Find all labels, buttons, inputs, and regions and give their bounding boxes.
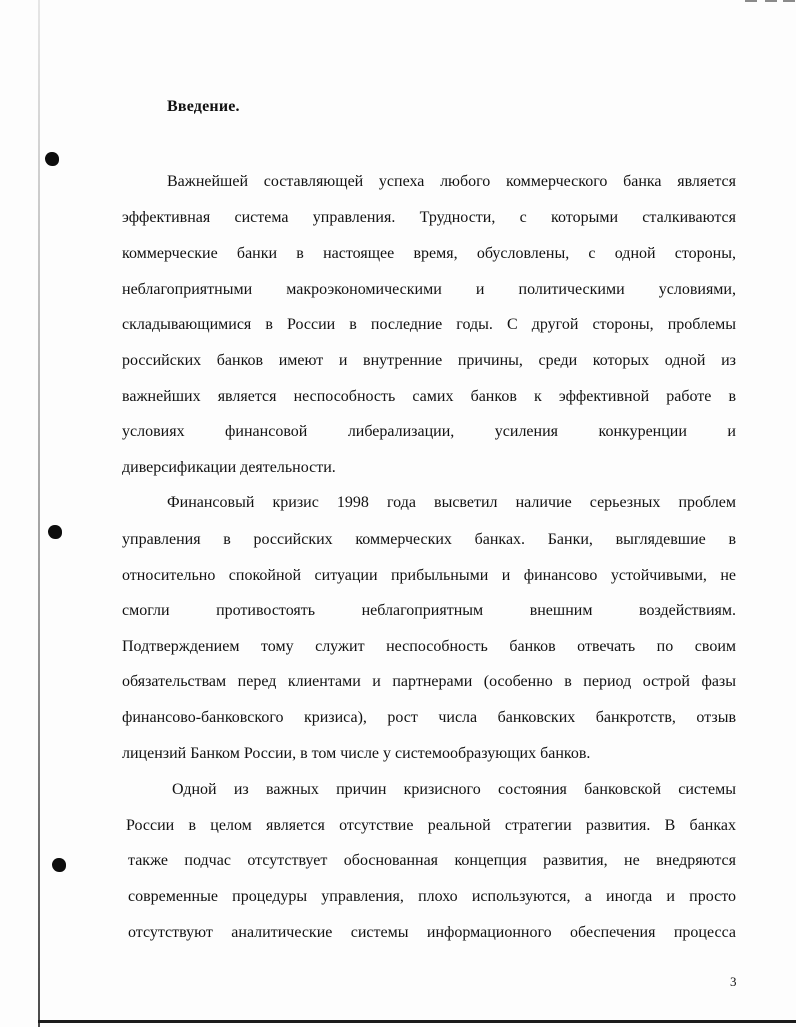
scan-edge-left	[38, 0, 40, 1027]
paragraph-2-line: смогли противостоять неблагоприятным внешним воздействиям.	[122, 602, 736, 619]
paragraph-1-line: Важнейшей составляющей успеха любого коммерческого банка является	[167, 173, 736, 190]
paragraph-2-line: Финансовый кризис 1998 года высветил наличие серьезных проблем	[167, 494, 736, 511]
paragraph-1-line: эффективная система управления. Трудности, с которыми сталкиваются	[122, 209, 736, 226]
punch-hole-mark	[52, 858, 66, 872]
paragraph-3-line: Одной из важных причин кризисного состояния банковской системы	[172, 781, 736, 798]
paragraph-2-line: обязательствам перед клиентами и партнерами (особенно в период острой фазы	[122, 673, 736, 690]
scan-tick-mark	[745, 0, 757, 2]
punch-hole-mark	[45, 152, 59, 166]
paragraph-1-line: складывающимися в России в последние годы. С другой стороны, проблемы	[122, 316, 736, 333]
paragraph-2-line: относительно спокойной ситуации прибыльными и финансово устойчивыми, не	[122, 567, 736, 584]
paragraph-1-line: коммерческие банки в настоящее время, обусловлены, с одной стороны,	[122, 245, 736, 262]
document-heading: Введение.	[167, 98, 240, 115]
scan-tick-mark	[783, 0, 795, 2]
page-number: 3	[730, 974, 737, 989]
paragraph-1-line: диверсификации деятельности.	[122, 459, 336, 476]
paragraph-3-line: России в целом является отсутствие реальной стратегии развития. В банках	[126, 817, 736, 834]
paragraph-2-line: лицензий Банком России, в том числе у системообразующих банков.	[122, 745, 591, 762]
paragraph-1-line: российских банков имеют и внутренние причины, среди которых одной из	[122, 352, 736, 369]
paragraph-1-line: важнейших является неспособность самих банков к эффективной работе в	[122, 388, 736, 405]
paragraph-2-line: управления в российских коммерческих банках. Банки, выглядевшие в	[122, 531, 736, 548]
paragraph-3-line: современные процедуры управления, плохо используются, а иногда и просто	[128, 888, 736, 905]
scan-tick-mark	[765, 0, 777, 2]
paragraph-1-line: неблагоприятными макроэкономическими и политическими условиями,	[122, 281, 736, 298]
paragraph-2-line: Подтверждением тому служит неспособность банков отвечать по своим	[122, 638, 736, 655]
paragraph-3-line: отсутствуют аналитические системы информационного обеспечения процесса	[128, 924, 736, 941]
paragraph-3-line: также подчас отсутствует обоснованная концепция развития, не внедряются	[128, 852, 736, 869]
scan-edge-bottom	[38, 1020, 796, 1023]
paragraph-2-line: финансово-банковского кризиса), рост числа банковских банкротств, отзыв	[122, 709, 736, 726]
paragraph-1-line: условиях финансовой либерализации, усиления конкуренции и	[122, 423, 736, 440]
punch-hole-mark	[48, 525, 62, 539]
